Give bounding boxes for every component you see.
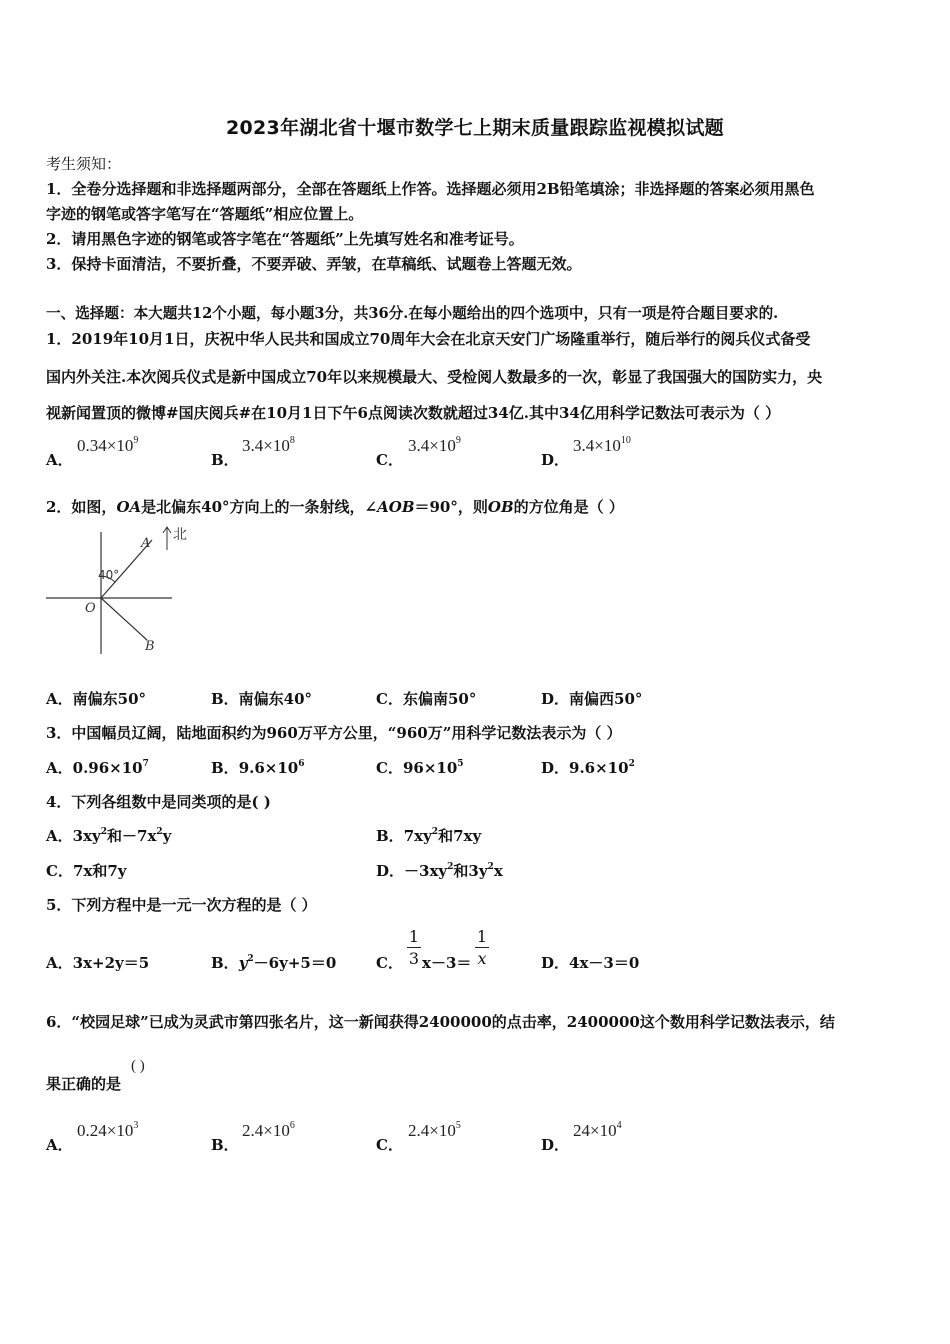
q5-stem: 5．下列方程中是一元一次方程的是（ ） <box>46 896 317 914</box>
q5-option-d: D．4x－3＝0 <box>541 954 640 972</box>
q4-option-c: C．7x和7y <box>46 862 127 880</box>
q1-option-a-value: $0.34\times 10^9$ <box>77 435 139 455</box>
q1-stem-line2: 国内外关注.本次阅兵仪式是新中国成立70年以来规模最大、受检阅人数最多的一次，彰显了我国强大的国防实力，央 <box>46 368 823 386</box>
q6-option-b-label: B． <box>211 1136 239 1154</box>
q1-option-c-value: $3.4\times 10^9$ <box>408 435 461 455</box>
q2-stem: 2．如图，OA是北偏东40°方向上的一条射线，∠AOB＝90°，则OB的方位角是（ ） <box>46 498 624 516</box>
notice-item-2: 2．请用黑色字迹的钢笔或答字笔在“答题纸”上先填写姓名和准考证号。 <box>46 230 524 248</box>
q6-option-c-value: $2.4\times 10^5$ <box>408 1120 461 1140</box>
notice-item-1: 1．全卷分选择题和非选择题两部分，全部在答题纸上作答。选择题必须用2B铅笔填涂；非选择题的答案必须用黑色 <box>46 180 815 198</box>
q6-option-d-value: $24\times 10^4$ <box>573 1120 622 1140</box>
q6-option-a-label: A． <box>46 1136 73 1154</box>
q1-option-c-label: C． <box>376 451 403 469</box>
q1-option-d-label: D． <box>541 451 570 469</box>
q1-option-a-label: A． <box>46 451 73 469</box>
page-title: 2023年湖北省十堰市数学七上期末质量跟踪监视模拟试题 <box>226 117 724 139</box>
q4-option-d: D．$-3xy^2$和$3y^2x$ <box>376 862 503 880</box>
q6-stem-line2: 果正确的是 <box>46 1075 122 1093</box>
point-b-label: B <box>145 639 155 654</box>
q3-option-c: C．$96\times 10^5$ <box>376 759 464 777</box>
q5-option-c-fraction-2: 1 x <box>476 927 488 968</box>
notice-item-3: 3．保持卡面清洁，不要折叠，不要弄破、弄皱，在草稿纸、试题卷上答题无效。 <box>46 255 582 273</box>
q5-option-c-fraction-1: 1 3 <box>408 927 420 968</box>
notice-item-1-cont: 字迹的钢笔或答字笔写在“答题纸”相应位置上。 <box>46 205 364 223</box>
q5-option-b: B．$y^2-6y+5=0$ <box>211 954 337 972</box>
q3-option-b: B．$9.6\times 10^6$ <box>211 759 305 777</box>
q1-stem-line1: 1．2019年10月1日，庆祝中华人民共和国成立70周年大会在北京天安门广场隆重举行，随后举行的阅兵仪式备受 <box>46 330 811 348</box>
q1-option-b-label: B． <box>211 451 239 469</box>
bearing-diagram <box>44 522 204 656</box>
q6-option-a-value: $0.24\times 10^3$ <box>77 1120 139 1140</box>
point-a-label: A <box>141 536 151 551</box>
q3-stem: 3．中国幅员辽阔，陆地面积约为960万平方公里，“960万”用科学记数法表示为（ ） <box>46 724 622 742</box>
q2-option-c: C．东偏南50° <box>376 690 477 708</box>
angle-label: 40° <box>98 568 120 582</box>
q2-option-a: A．南偏东50° <box>46 690 147 708</box>
north-label: 北 <box>173 527 187 543</box>
q3-option-d: D．$9.6\times 10^2$ <box>541 759 635 777</box>
q4-option-a: A．$3xy^2$和$-7x^2y$ <box>46 827 172 845</box>
q6-option-d-label: D． <box>541 1136 570 1154</box>
q6-answer-paren: ( ) <box>131 1058 145 1074</box>
q4-option-b: B．$7xy^2$和7xy <box>376 827 482 845</box>
point-o-label: O <box>85 601 96 616</box>
q3-option-a: A．$0.96\times 10^7$ <box>46 759 149 777</box>
q4-stem: 4．下列各组数中是同类项的是( ) <box>46 793 271 811</box>
notice-heading: 考生须知： <box>46 155 122 173</box>
q1-stem-line3: 视新闻置顶的微博#国庆阅兵#在10月1日下午6点阅读次数就超过34亿.其中34亿用科学记数法可表示为（ ） <box>46 404 781 422</box>
ray-ob <box>101 598 147 640</box>
q5-option-c-label: C． <box>376 954 403 972</box>
q6-option-b-value: $2.4\times 10^6$ <box>242 1120 295 1140</box>
q6-stem-line1: 6．“校园足球”已成为灵武市第四张名片，这一新闻获得2400000的点击率，2400000这个数用科学记数法表示，结 <box>46 1013 835 1031</box>
q6-option-c-label: C． <box>376 1136 403 1154</box>
q1-option-b-value: $3.4\times 10^8$ <box>242 435 295 455</box>
section-heading: 一、选择题：本大题共12个小题，每小题3分，共36分.在每小题给出的四个选项中，只有一项是符合题目要求的. <box>46 305 779 322</box>
q5-option-c-expression: x－3＝ <box>422 954 472 972</box>
q5-option-a: A．3x+2y＝5 <box>46 954 150 972</box>
q2-option-b: B．南偏东40° <box>211 690 313 708</box>
q2-option-d: D．南偏西50° <box>541 690 643 708</box>
q1-option-d-value: $3.4\times 10^{10}$ <box>573 435 631 455</box>
